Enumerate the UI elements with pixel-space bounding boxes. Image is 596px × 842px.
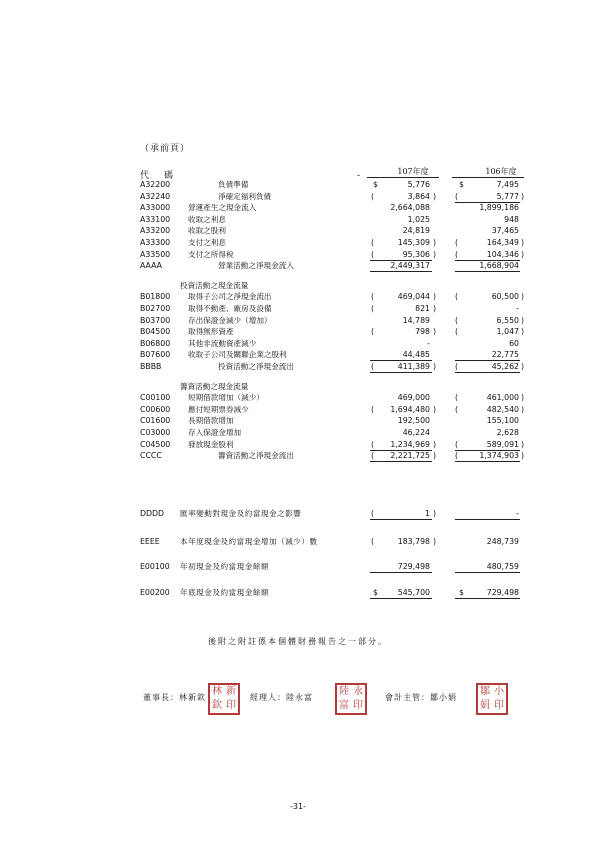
value-106: 22,775 bbox=[491, 350, 519, 360]
value-106: - bbox=[516, 509, 519, 518]
paren-open: ( bbox=[371, 362, 375, 371]
value-107: 1 bbox=[425, 509, 430, 518]
row-code: CCCC bbox=[140, 451, 162, 461]
row-code: A32240 bbox=[140, 191, 171, 201]
manager-signature: 經理人：陸永富 bbox=[250, 693, 313, 702]
value-106: 5,777 bbox=[496, 191, 519, 201]
paren-close: ) bbox=[432, 404, 436, 414]
row-description: 發放現金股利 bbox=[188, 439, 234, 449]
value-107: 3,864 bbox=[407, 191, 430, 201]
row-code: B07600 bbox=[140, 350, 171, 360]
row-description: 取得不動產、廠房及設備 bbox=[188, 304, 272, 313]
table-row bbox=[0, 392, 596, 404]
paren-close: ) bbox=[520, 292, 524, 302]
value-107: 95,306 bbox=[402, 249, 430, 259]
manager-seal: 陸 永 富 印 bbox=[335, 683, 367, 715]
row-description: 存出保證金減少（增加） bbox=[188, 315, 272, 325]
paren-open: ( bbox=[371, 451, 375, 461]
row-code: C01600 bbox=[140, 416, 171, 426]
paren-close: ) bbox=[432, 292, 436, 302]
row-code: C03000 bbox=[140, 428, 171, 437]
row-description: 匯率變動對現金及約當現金之影響 bbox=[180, 509, 302, 518]
table-row bbox=[0, 280, 596, 292]
header-dash: - bbox=[357, 171, 361, 181]
row-description: 投資活動之現金流量 bbox=[180, 280, 249, 290]
row-code: B02700 bbox=[140, 304, 171, 313]
value-106: 60 bbox=[509, 338, 519, 348]
value-107: 545,700 bbox=[397, 588, 430, 597]
paren-close: ) bbox=[520, 439, 524, 449]
table-row bbox=[0, 587, 596, 599]
row-description: 長期借款增加 bbox=[188, 416, 234, 426]
row-code: A33100 bbox=[140, 214, 171, 224]
paren-open: ( bbox=[455, 404, 459, 414]
row-code: A32200 bbox=[140, 180, 171, 189]
table-row bbox=[0, 561, 596, 573]
currency-sign: $ bbox=[373, 180, 378, 189]
table-row bbox=[0, 338, 596, 350]
paren-close: ) bbox=[520, 315, 524, 325]
paren-open: ( bbox=[371, 191, 375, 201]
value-107: 2,449,317 bbox=[390, 261, 430, 271]
table-row bbox=[0, 508, 596, 520]
row-code: A33200 bbox=[140, 226, 171, 236]
year-106-header: 106年度 bbox=[485, 167, 517, 176]
paren-open: ( bbox=[371, 238, 375, 247]
row-code: B01800 bbox=[140, 292, 171, 302]
value-106: 164,349 bbox=[486, 238, 519, 247]
underline-107 bbox=[370, 461, 432, 462]
table-row bbox=[0, 237, 596, 249]
table-row bbox=[0, 191, 596, 203]
paren-close: ) bbox=[432, 304, 436, 313]
row-description: 短期借款增加（減少） bbox=[188, 393, 264, 403]
row-code: A33000 bbox=[140, 203, 171, 213]
paren-close: ) bbox=[520, 191, 524, 201]
table-row bbox=[0, 450, 596, 462]
currency-sign: $ bbox=[373, 588, 378, 597]
paren-open: ( bbox=[455, 292, 459, 302]
row-code: AAAA bbox=[140, 261, 162, 271]
table-row bbox=[0, 315, 596, 327]
paren-open: ( bbox=[371, 249, 375, 259]
paren-open: ( bbox=[455, 451, 459, 461]
value-107: 2,221,725 bbox=[390, 451, 430, 461]
value-106: 1,899,186 bbox=[479, 203, 519, 213]
row-description: 籌資活動之淨現金流出 bbox=[218, 451, 294, 461]
value-107: 46,224 bbox=[402, 428, 430, 437]
chairman-signature: 董事長：林新欽 bbox=[143, 693, 206, 702]
value-107: 14,789 bbox=[402, 315, 430, 325]
value-106: 1,668,904 bbox=[479, 261, 519, 271]
paren-close: ) bbox=[520, 393, 524, 403]
chairman-seal: 林 新 欽 印 bbox=[208, 683, 240, 715]
value-106: 480,759 bbox=[486, 562, 519, 571]
row-code: EEEE bbox=[140, 537, 160, 546]
currency-sign: $ bbox=[459, 180, 464, 189]
row-description: 存入保證金增加 bbox=[188, 428, 242, 437]
paren-close: ) bbox=[520, 451, 524, 461]
value-107: 469,000 bbox=[397, 393, 430, 403]
value-107: 1,234,969 bbox=[390, 439, 430, 449]
table-row bbox=[0, 202, 596, 214]
table-row bbox=[0, 225, 596, 237]
underline-107 bbox=[370, 372, 432, 373]
value-107: 24,819 bbox=[402, 226, 430, 236]
underline-107 bbox=[370, 598, 432, 599]
continued-label: （承前頁） bbox=[140, 144, 191, 154]
table-row bbox=[0, 291, 596, 303]
paren-close: ) bbox=[520, 404, 524, 414]
paren-open: ( bbox=[371, 439, 375, 449]
value-106: 248,739 bbox=[486, 537, 519, 546]
year-106-rule bbox=[452, 177, 524, 178]
value-106: 7,495 bbox=[496, 180, 519, 189]
value-106: 729,498 bbox=[486, 588, 519, 597]
value-107: 411,389 bbox=[397, 362, 430, 371]
row-code: C04500 bbox=[140, 439, 171, 449]
table-row bbox=[0, 361, 596, 373]
row-code: B03700 bbox=[140, 315, 171, 325]
row-description: 營運產生之現金流入 bbox=[188, 203, 257, 213]
paren-open: ( bbox=[371, 537, 375, 546]
underline-106 bbox=[455, 372, 520, 373]
paren-close: ) bbox=[432, 249, 436, 259]
row-description: 支付之所得稅 bbox=[188, 249, 234, 259]
paren-close: ) bbox=[432, 238, 436, 247]
table-row bbox=[0, 536, 596, 548]
row-code: E00200 bbox=[140, 588, 170, 597]
row-description: 本年度現金及約當現金增加（減少）數 bbox=[180, 537, 318, 546]
code-column-header: 代 碼 bbox=[140, 171, 177, 181]
value-107: 44,485 bbox=[402, 350, 430, 360]
table-row bbox=[0, 249, 596, 261]
accountant-seal: 鄒 小 娟 印 bbox=[476, 683, 508, 715]
underline-106 bbox=[455, 598, 520, 599]
row-description: 投資活動之淨現金流出 bbox=[218, 362, 294, 371]
row-code: DDDD bbox=[140, 509, 165, 518]
paren-open: ( bbox=[455, 362, 459, 371]
row-description: 年初現金及約當現金餘額 bbox=[180, 562, 270, 571]
value-106: 1,374,903 bbox=[479, 451, 519, 461]
row-code: B04500 bbox=[140, 327, 171, 337]
table-row bbox=[0, 214, 596, 226]
value-107: - bbox=[427, 338, 430, 348]
row-code: C00100 bbox=[140, 393, 171, 403]
paren-open: ( bbox=[455, 439, 459, 449]
row-description: 收取之股利 bbox=[188, 226, 226, 236]
paren-open: ( bbox=[371, 292, 375, 302]
underline-106 bbox=[455, 461, 520, 462]
paren-open: ( bbox=[455, 315, 459, 325]
table-row bbox=[0, 179, 596, 191]
accountant-signature: 會計主管：鄒小娟 bbox=[385, 693, 457, 702]
paren-close: ) bbox=[432, 191, 436, 201]
table-row bbox=[0, 326, 596, 338]
paren-close: ) bbox=[432, 509, 436, 518]
underline-106 bbox=[455, 519, 520, 520]
row-description: 取得無形資產 bbox=[188, 327, 234, 337]
value-106: 589,091 bbox=[486, 439, 519, 449]
currency-sign: $ bbox=[459, 588, 464, 597]
table-row bbox=[0, 260, 596, 272]
value-107: 145,309 bbox=[397, 238, 430, 247]
row-code: A33500 bbox=[140, 249, 171, 259]
value-107: 5,776 bbox=[407, 180, 430, 189]
value-107: 821 bbox=[415, 304, 430, 313]
row-code: BBBB bbox=[140, 362, 162, 371]
value-106: - bbox=[516, 304, 519, 313]
paren-open: ( bbox=[455, 238, 459, 247]
row-code: C00600 bbox=[140, 404, 171, 414]
paren-close: ) bbox=[432, 327, 436, 337]
underline-107 bbox=[370, 519, 432, 520]
paren-open: ( bbox=[455, 249, 459, 259]
paren-open: ( bbox=[455, 327, 459, 337]
value-106: 948 bbox=[504, 214, 519, 224]
paren-close: ) bbox=[432, 362, 436, 371]
value-107: 1,694,480 bbox=[390, 404, 430, 414]
paren-close: ) bbox=[432, 451, 436, 461]
row-description: 營業活動之淨現金流入 bbox=[218, 261, 294, 271]
table-row bbox=[0, 349, 596, 361]
table-row bbox=[0, 427, 596, 439]
value-107: 1,025 bbox=[407, 214, 430, 224]
row-description: 負債準備 bbox=[218, 180, 249, 189]
paren-close: ) bbox=[520, 362, 524, 371]
paren-close: ) bbox=[520, 238, 524, 247]
underline-107 bbox=[370, 271, 432, 272]
row-description: 籌資活動之現金流量 bbox=[180, 381, 249, 391]
value-106: 461,000 bbox=[486, 393, 519, 403]
row-code: A33300 bbox=[140, 238, 171, 247]
value-106: 1,047 bbox=[496, 327, 519, 337]
row-description: 其他非流動資產減少 bbox=[188, 338, 257, 348]
value-106: 45,262 bbox=[491, 362, 519, 371]
row-code: B06800 bbox=[140, 338, 171, 348]
paren-open: ( bbox=[371, 509, 375, 518]
row-description: 淨確定福利負債 bbox=[218, 191, 272, 201]
value-106: 37,465 bbox=[491, 226, 519, 236]
paren-close: ) bbox=[432, 439, 436, 449]
row-description: 支付之利息 bbox=[188, 238, 226, 247]
value-106: 104,346 bbox=[486, 249, 519, 259]
value-106: 6,550 bbox=[496, 315, 519, 325]
table-row bbox=[0, 381, 596, 393]
table-row bbox=[0, 404, 596, 416]
paren-open: ( bbox=[371, 327, 375, 337]
value-106: 482,540 bbox=[486, 404, 519, 414]
value-107: 2,664,088 bbox=[390, 203, 430, 213]
table-row bbox=[0, 415, 596, 427]
value-107: 183,798 bbox=[397, 537, 430, 546]
value-106: 155,100 bbox=[486, 416, 519, 426]
year-107-header: 107年度 bbox=[397, 167, 429, 176]
paren-close: ) bbox=[520, 327, 524, 337]
paren-open: ( bbox=[371, 304, 375, 313]
underline-106 bbox=[455, 271, 520, 272]
page-number: -31- bbox=[290, 802, 306, 811]
row-description: 收取子公司及關聯企業之股利 bbox=[188, 350, 287, 360]
row-code: E00100 bbox=[140, 562, 170, 571]
paren-close: ) bbox=[520, 249, 524, 259]
underline-106 bbox=[455, 572, 520, 573]
paren-open: ( bbox=[455, 191, 459, 201]
row-description: 年底現金及約當現金餘額 bbox=[180, 588, 270, 597]
value-107: 729,498 bbox=[397, 562, 430, 571]
paren-open: ( bbox=[371, 404, 375, 414]
paren-close: ) bbox=[432, 537, 436, 546]
row-description: 收取之利息 bbox=[188, 214, 226, 224]
footnote: 後附之附註係本個體財務報告之一部分。 bbox=[208, 637, 388, 646]
year-107-rule bbox=[367, 177, 439, 178]
row-description: 取得子公司之淨現金流出 bbox=[188, 292, 272, 302]
paren-open: ( bbox=[455, 393, 459, 403]
value-106: 60,500 bbox=[491, 292, 519, 302]
underline-107 bbox=[370, 572, 432, 573]
value-107: 192,500 bbox=[397, 416, 430, 426]
value-106: 2,628 bbox=[496, 428, 519, 437]
table-row bbox=[0, 439, 596, 451]
value-107: 798 bbox=[415, 327, 430, 337]
value-107: 469,044 bbox=[397, 292, 430, 302]
row-description: 應付短期票券減少 bbox=[188, 404, 249, 414]
table-row bbox=[0, 303, 596, 315]
